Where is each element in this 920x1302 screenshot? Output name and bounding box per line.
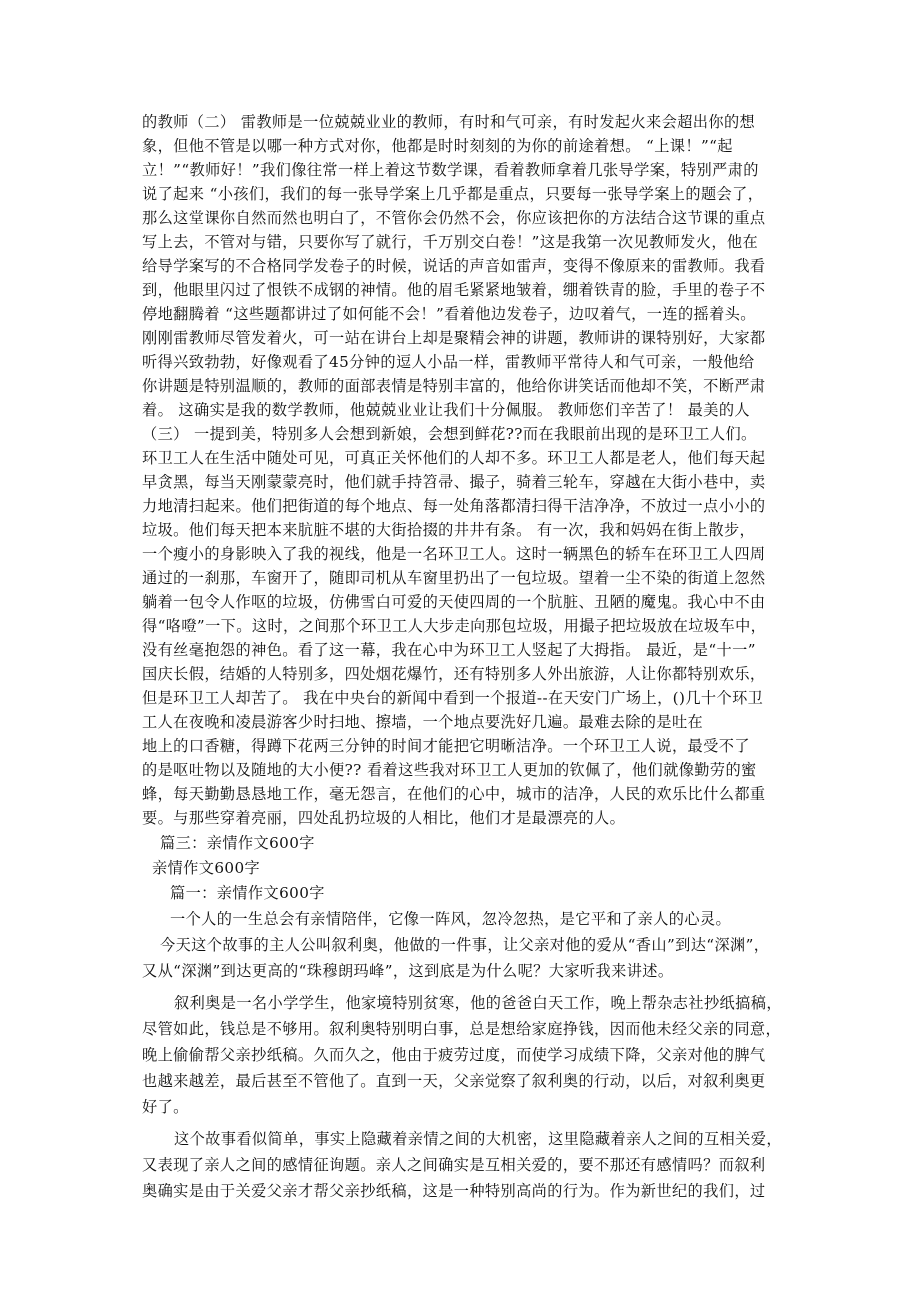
text-line: 通过的一刹那，车窗开了，随即司机从车窗里扔出了一包垃圾。望着一尘不染的街道上忽然 — [142, 569, 766, 587]
text-line: 得“咯噔”一下。这时，之间那个环卫工人大步走向那包垃圾，用撮子把垃圾放在垃圾车中， — [142, 617, 767, 635]
text-line: 这个故事看似简单，事实上隐藏着亲情之间的大机密，这里隐藏着亲人之间的互相关爱， — [174, 1130, 782, 1148]
text-line: 立！”“教师好！”我们像往常一样上着这节数学课，看着教师拿着几张导学案，特别严肃的 — [142, 161, 759, 179]
text-line: 要。与那些穿着亮丽，四处乱扔垃圾的人相比，他们才是最漂亮的人。 — [142, 809, 626, 827]
text-line: 垃圾。他们每天把本来肮脏不堪的大街拾掇的井井有条。 有一次，我和妈妈在街上散步， — [142, 521, 756, 539]
text-line: 环卫工人在生活中随处可见，可真正关怀他们的人却不多。环卫工人都是老人，他们每天起 — [142, 449, 766, 467]
text-line: 到，他眼里闪过了恨铁不成钢的神情。他的眉毛紧紧地皱着，绷着铁青的脸，手里的卷子不 — [142, 281, 766, 299]
text-line: 一个人的一生总会有亲情陪伴，它像一阵风，忽冷忽热，是它平和了亲人的心灵。 — [170, 910, 732, 928]
text-line: 蜂，每天勤勤恳恳地工作，毫无怨言，在他们的心中，城市的洁净，人民的欢乐比什么都重 — [142, 785, 766, 803]
section-heading: 篇三：亲情作文600字 — [160, 834, 315, 852]
text-line: 奥确实是由于关爱父亲才帮父亲抄纸稿，这是一种特别高尚的行为。作为新世纪的我们，过 — [142, 1182, 766, 1200]
text-line: 又从“深渊”到达更高的“珠穆朗玛峰”，这到底是为什么呢？大家听我来讲述。 — [142, 962, 674, 980]
text-line: 早贪黑，每当天刚蒙蒙亮时，他们就手持笤帚、撮子，骑着三轮车，穿越在大街小巷中，卖 — [142, 473, 766, 491]
text-line: 没有丝毫抱怨的神色。看了这一幕，我在心中为环卫工人竖起了大拇指。 最近，是“十一” — [142, 641, 756, 659]
text-line: （三） 一提到美，特别多人会想到新娘，会想到鲜花??而在我眼前出现的是环卫工人们。 — [142, 425, 757, 443]
text-line: 说了起来 “小孩们，我们的每一张导学案上几乎都是重点，只要每一张导学案上的题会了， — [142, 185, 764, 203]
text-line: 又表现了亲人之间的感情征询题。亲人之间确实是互相关爱的，要不那还有感情吗？而叙利 — [142, 1156, 766, 1174]
text-line: 一个瘦小的身影映入了我的视线，他是一名环卫工人。这时一辆黑色的轿车在环卫工人四周 — [142, 545, 766, 563]
text-line: 晚上偷偷帮父亲抄纸稿。久而久之，他由于疲劳过度，而使学习成绩下降，父亲对他的脾气 — [142, 1046, 766, 1064]
text-line: 你讲题是特别温顺的，教师的面部表情是特别丰富的，他给你讲笑话而他却不笑，不断严肃 — [142, 377, 766, 395]
text-line: 给导学案写的不合格同学发卷子的时候，说话的声音如雷声，变得不像原来的雷教师。我看 — [142, 257, 766, 275]
text-line: 那么这堂课你自然而然也明白了，不管你会仍然不会，你应该把你的方法结合这节课的重点 — [142, 209, 766, 227]
text-line: 叙利奥是一名小学学生，他家境特别贫寒，他的爸爸白天工作，晚上帮杂志社抄纸搞稿， — [174, 994, 782, 1012]
text-line: 工人在夜晚和凌晨游客少时扫地、擦墙，一个地点要洗好几遍。最难去除的是吐在 — [142, 713, 704, 731]
text-line: 今天这个故事的主人公叫叙利奥，他做的一件事，让父亲对他的爱从“香山”到达“深渊”， — [160, 936, 770, 954]
text-line: 刚刚雷教师尽管发着火，可一站在讲台上却是聚精会神的讲题，教师讲的课特别好，大家都 — [142, 329, 766, 347]
text-line: 听得兴致勃勃，好像观看了45分钟的逗人小品一样，雷教师平常待人和气可亲，一般他给 — [142, 353, 755, 371]
section-heading: 篇一：亲情作文600字 — [170, 884, 325, 902]
text-line: 但是环卫工人却苦了。 我在中央台的新闻中看到一个报道--在天安门广场上，()几十个环卫 — [142, 689, 764, 707]
text-line: 力地清扫起来。他们把街道的每个地点、每一处角落都清扫得干洁净净，不放过一点小小的 — [142, 497, 766, 515]
text-line: 地上的口香糖，得蹲下花两三分钟的时间才能把它明晰洁净。一个环卫工人说，最受不了 — [142, 737, 750, 755]
text-line: 好了。 — [142, 1098, 189, 1116]
text-line: 的教师（二） 雷教师是一位兢兢业业的教师，有时和气可亲，有时发起火来会超出你的想 — [142, 113, 756, 131]
text-line: 写上去，不管对与错，只要你写了就行，千万别交白卷！”这是我第一次见教师发火，他在 — [142, 233, 759, 251]
text-line: 国庆长假，结婚的人特别多，四处烟花爆竹，还有特别多人外出旅游，人让你都特别欢乐， — [142, 665, 766, 683]
text-line: 的是呕吐物以及随地的大小便?? 看着这些我对环卫工人更加的钦佩了，他们就像勤劳的蜜 — [142, 761, 757, 779]
section-heading: 亲情作文600字 — [152, 859, 261, 877]
text-line: 象，但他不管是以哪一种方式对你，他都是时时刻刻的为你的前途着想。 “上课！”“起 — [142, 137, 733, 155]
text-line: 着。 这确实是我的数学教师，他兢兢业业让我们十分佩服。 教师您们辛苦了！ 最美的人 — [142, 401, 751, 419]
text-line: 也越来越差，最后甚至不管他了。直到一天，父亲觉察了叙利奥的行动，以后，对叙利奥更 — [142, 1072, 766, 1090]
text-line: 躺着一包令人作呕的垃圾，仿佛雪白可爱的天使四周的一个肮脏、丑陋的魔鬼。我心中不由 — [142, 593, 766, 611]
text-line: 停地翻腾着 “这些题都讲过了如何能不会！”看着他边发卷子，边叹着气，一连的摇着头。 — [142, 305, 756, 323]
text-line: 尽管如此，钱总是不够用。叙利奥特别明白事，总是想给家庭挣钱，因而他未经父亲的同意， — [142, 1020, 782, 1038]
